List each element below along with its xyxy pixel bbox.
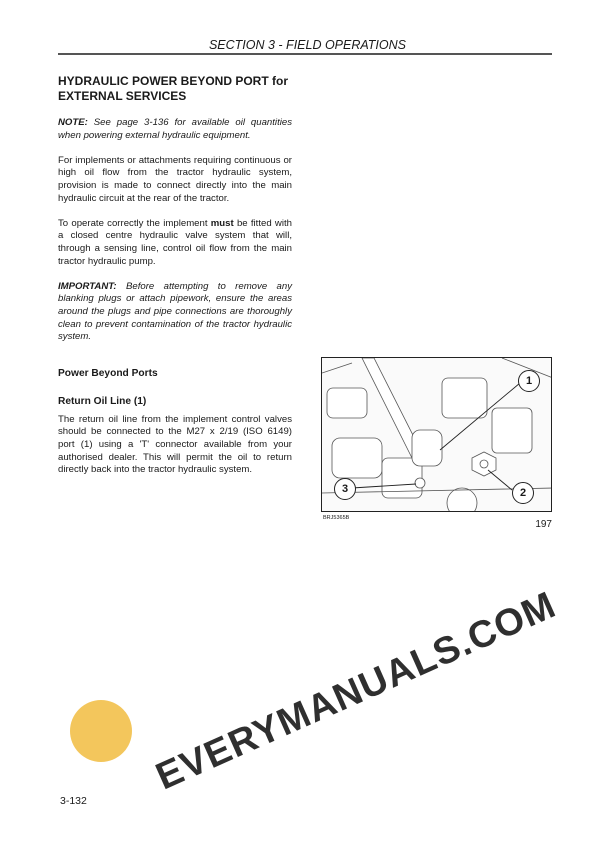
watermark: EVERYMANUALS.COM: [150, 584, 563, 799]
note-label: NOTE:: [58, 117, 88, 128]
important-label: IMPORTANT:: [58, 280, 117, 292]
section-header: SECTION 3 - FIELD OPERATIONS: [208, 38, 406, 52]
page-number: 3-132: [60, 795, 87, 807]
figure-number: 197: [535, 519, 552, 530]
callout-3: 3: [334, 478, 356, 500]
note: [58, 117, 292, 142]
para2-text-a: To operate correctly the implement: [58, 217, 211, 229]
paragraph-2: [58, 218, 292, 268]
subheading-return-oil: Return Oil Line (1): [58, 396, 147, 408]
watermark-logo: [70, 700, 132, 762]
header-rule: [58, 53, 552, 55]
callout-1: 1: [518, 370, 540, 392]
page-title: HYDRAULIC POWER BEYOND PORT for EXTERNAL SERVICES: [58, 74, 289, 103]
important-text: Before attempting to remove any blanking plugs or attach pipework, ensure the areas around the plugs and pipe connections are thoroughly clean to prevent contamination of the tractor hydraulic system.: [58, 280, 292, 343]
subheading-power-beyond: Power Beyond Ports: [58, 367, 158, 379]
hydraulic-ports-illustration: [321, 357, 552, 512]
note-text: See page 3-136 for available oil quantities when powering external hydraulic equipment.: [58, 117, 292, 141]
figure-code: BRJ5365B: [323, 515, 350, 521]
paragraph-1: For implements or attachments requiring continuous or high oil flow from the tractor hydraulic system, provision is made to connect directly into the main hydraulic circuit at the rear of the tractor.: [58, 154, 292, 204]
main-column: [58, 74, 292, 489]
para2-text-b: be fitted with a closed centre hydraulic valve system that will, through a sensing line, control oil flow from the main tractor hydraulic pump.: [58, 217, 292, 267]
important-note: [58, 281, 292, 344]
callout-2: 2: [512, 482, 534, 504]
paragraph-3: The return oil line from the implement control valves should be connected to the M27 x 2/19 (ISO 6149) port (1) using a 'T' connector available from your authorised dealer. This will permit the oil to return directly back into the tractor hydraulic system.: [58, 413, 292, 476]
para2-bold: must: [210, 217, 234, 229]
